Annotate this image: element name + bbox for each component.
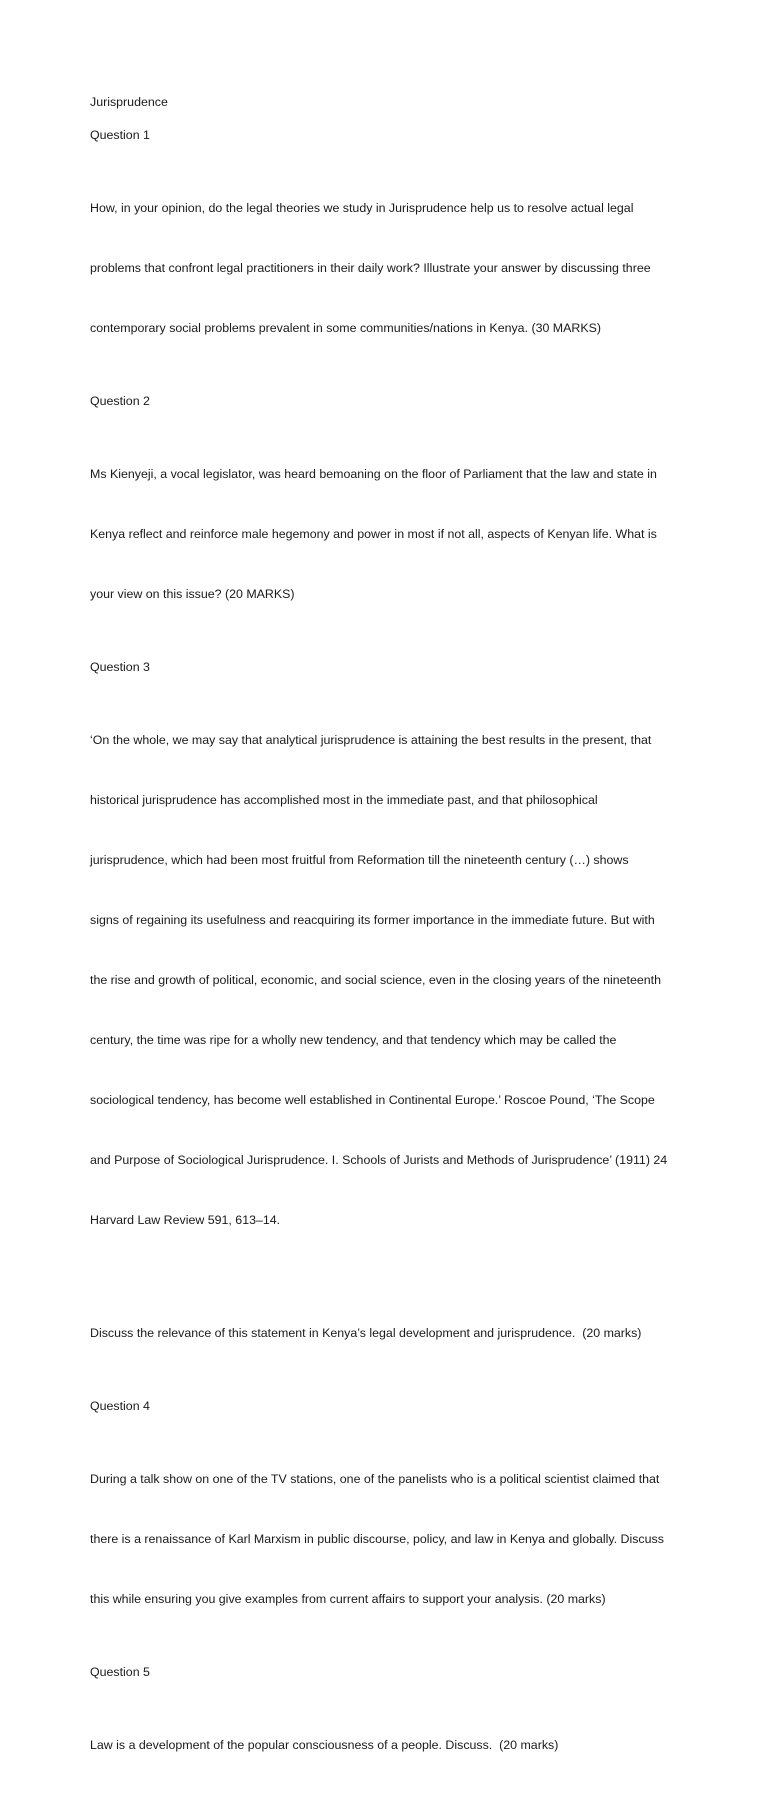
- question-4-text: [90, 1429, 690, 1649]
- text-line: signs of regaining its usefulness and reacquiring its former importance in the immediate future. But with: [90, 913, 655, 927]
- question-4-heading: Question 4: [90, 1399, 150, 1413]
- text-line: contemporary social problems prevalent in some communities/nations in Kenya. (30 MARKS): [90, 321, 601, 335]
- question-3-heading: Question 3: [90, 660, 150, 674]
- text-line: During a talk show on one of the TV stations, one of the panelists who is a political scientist claimed that: [90, 1472, 660, 1486]
- text-line: historical jurisprudence has accomplished most in the immediate past, and that philosophical: [90, 793, 598, 807]
- text-line: Ms Kienyeji, a vocal legislator, was heard bemoaning on the floor of Parliament that the law and state in: [90, 467, 657, 481]
- question-3-instruction: [90, 1283, 690, 1383]
- text-line: this while ensuring you give examples from current affairs to support your analysis. (20 marks): [90, 1592, 606, 1606]
- text-line: the rise and growth of political, economic, and social science, even in the closing years of the nineteenth: [90, 973, 661, 987]
- text-line: sociological tendency, has become well established in Continental Europe.’ Roscoe Pound, ‘The Scope: [90, 1093, 655, 1107]
- document-body: [90, 92, 690, 1808]
- text-line: century, the time was ripe for a wholly new tendency, and that tendency which may be called the: [90, 1033, 617, 1047]
- text-line: jurisprudence, which had been most fruitful from Reformation till the nineteenth century (…) shows: [90, 853, 629, 867]
- question-1-heading: Question 1: [90, 128, 150, 142]
- text-line: problems that confront legal practitioners in their daily work? Illustrate your answer by discussing three: [90, 261, 651, 275]
- text-line: Discuss the relevance of this statement in Kenya’s legal development and jurisprudence. (20 marks): [90, 1326, 642, 1340]
- question-2-text: [90, 424, 690, 644]
- text-line: and Purpose of Sociological Jurisprudence. I. Schools of Jurists and Methods of Jurisprudence’ (1911) 24: [90, 1153, 668, 1167]
- question-2-heading: Question 2: [90, 394, 150, 408]
- text-line: Harvard Law Review 591, 613–14.: [90, 1213, 281, 1227]
- document-title: Jurisprudence: [90, 95, 168, 109]
- text-line: ‘On the whole, we may say that analytical jurisprudence is attaining the best results in the present, that: [90, 733, 652, 747]
- question-3-quote: [90, 690, 690, 1270]
- text-line: your view on this issue? (20 MARKS): [90, 587, 295, 601]
- question-5-text: [90, 1695, 690, 1795]
- text-line: How, in your opinion, do the legal theories we study in Jurisprudence help us to resolve actual legal: [90, 201, 634, 215]
- question-1-text: [90, 158, 690, 378]
- question-5-heading: Question 5: [90, 1665, 150, 1679]
- text-line: Kenya reflect and reinforce male hegemony and power in most if not all, aspects of Kenyan life. What is: [90, 527, 657, 541]
- text-line: Law is a development of the popular consciousness of a people. Discuss. (20 marks): [90, 1738, 559, 1752]
- text-line: there is a renaissance of Karl Marxism in public discourse, policy, and law in Kenya and globally. Discuss: [90, 1532, 664, 1546]
